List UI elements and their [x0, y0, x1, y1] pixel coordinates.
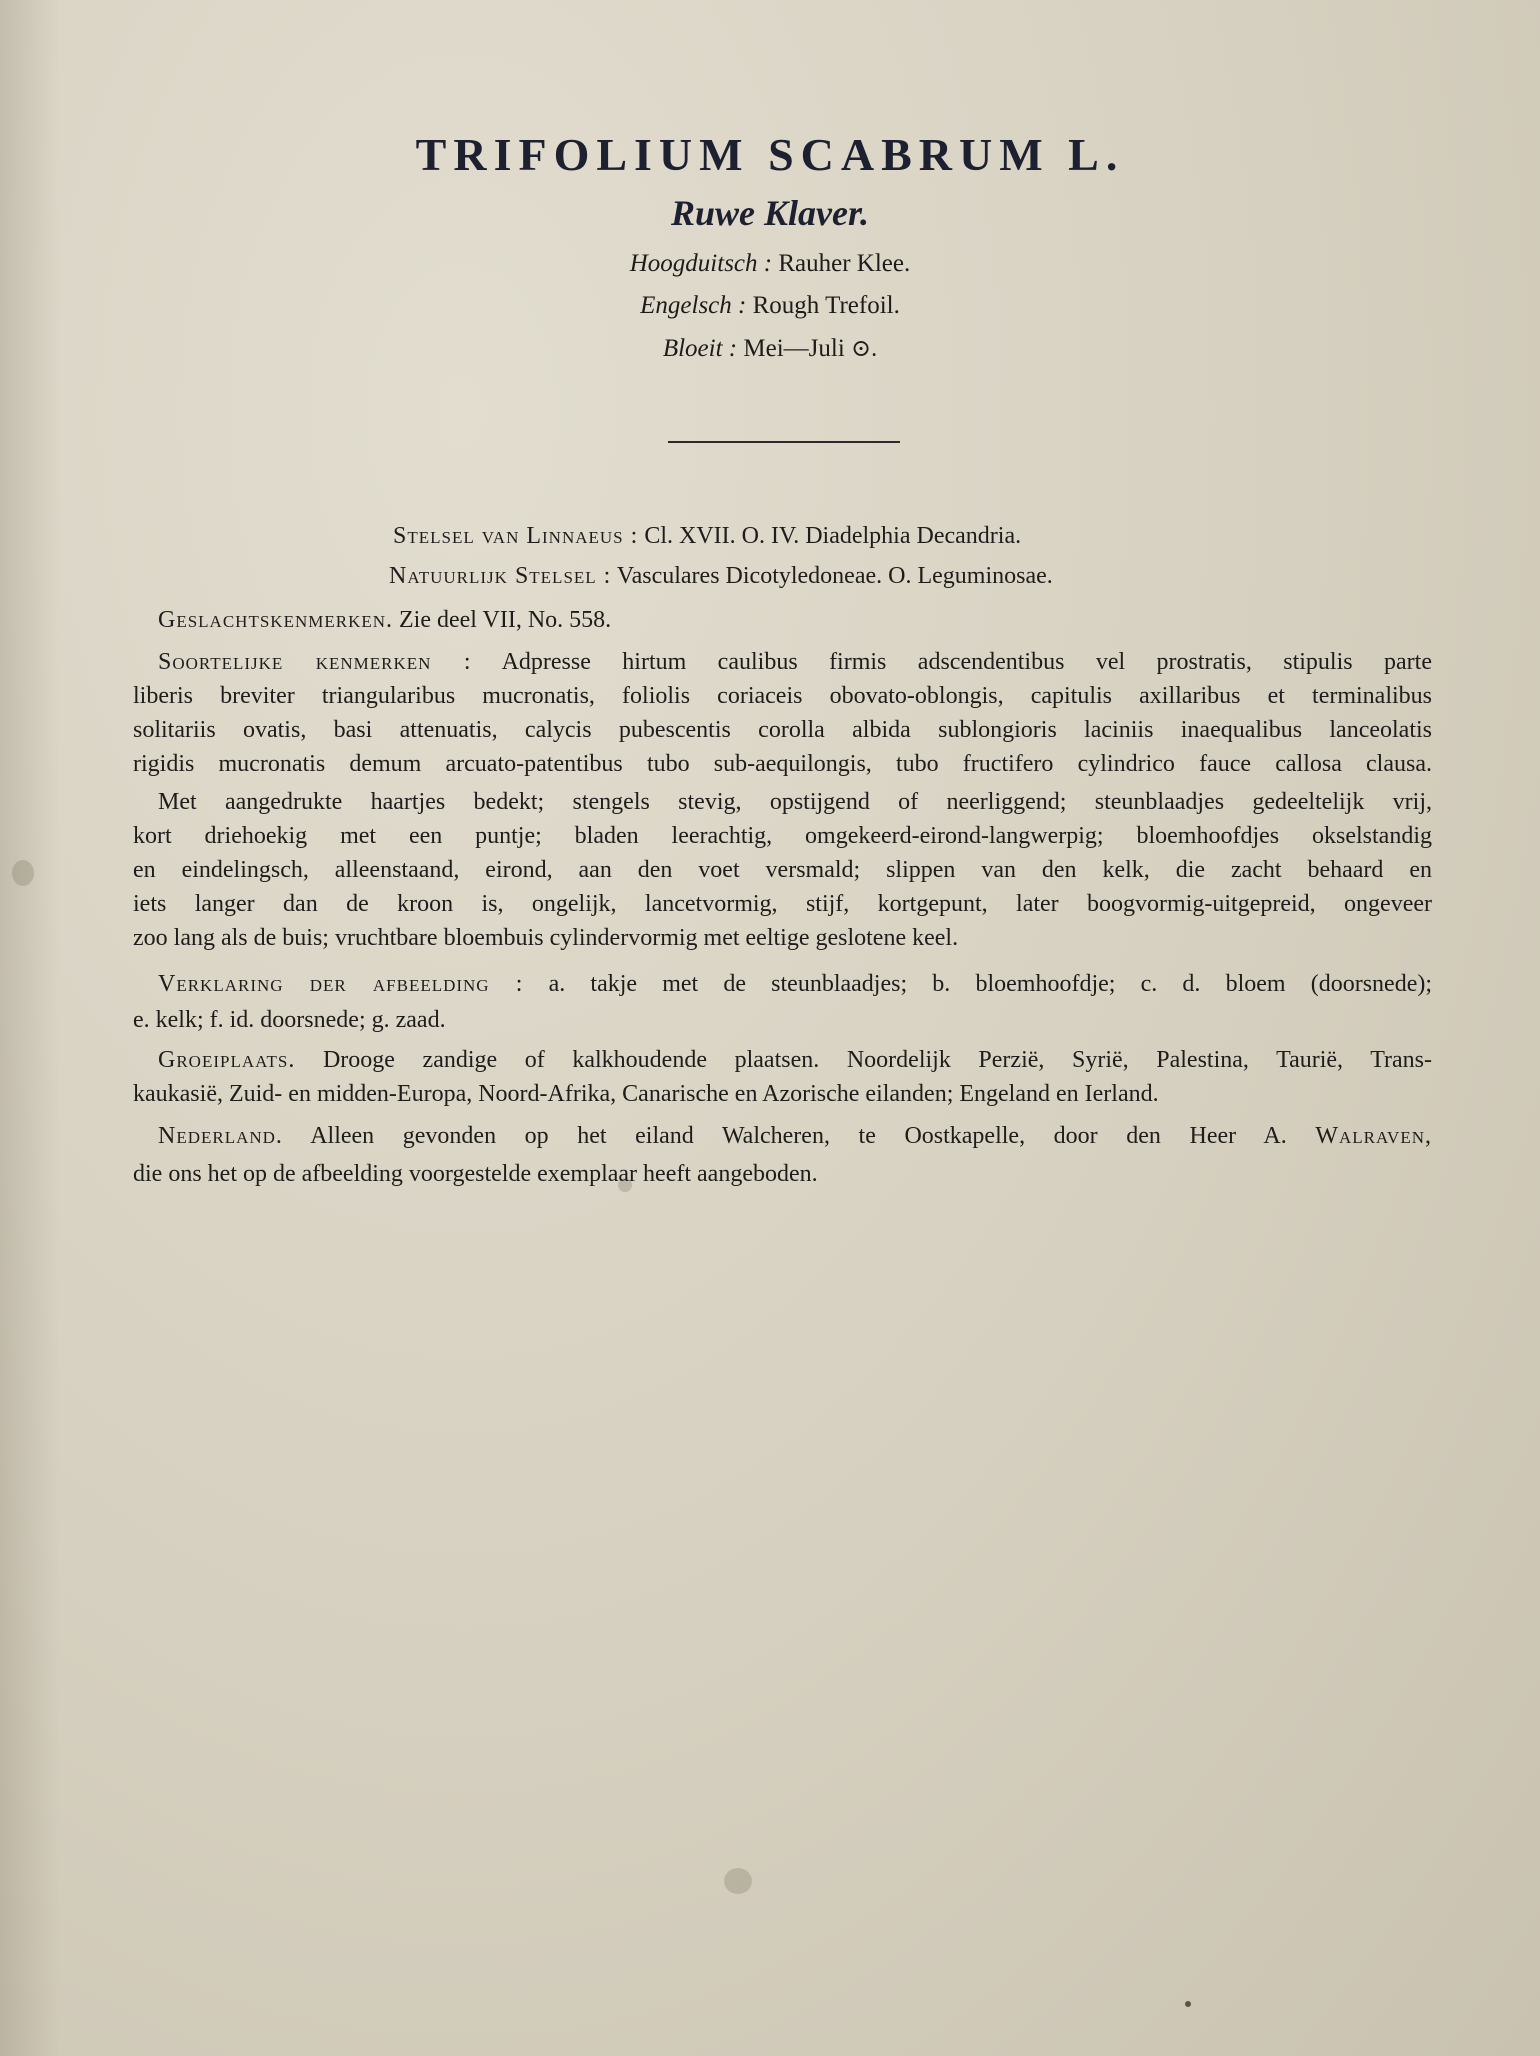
german-name-line	[0, 250, 1540, 278]
paper-stain	[724, 1868, 752, 1894]
species-latin-line	[158, 650, 1432, 674]
german-value: Rauher Klee.	[778, 250, 911, 277]
genus-label: Geslachtskenmerken.	[158, 607, 394, 633]
german-label: Hoogduitsch :	[629, 250, 773, 277]
linnaeus-value: Cl. XVII. O. IV. Diadelphia Decandria.	[644, 523, 1022, 549]
explanation-line	[158, 972, 1432, 996]
bloom-line	[0, 334, 1540, 363]
genus-value: Zie deel VII, No. 558.	[399, 607, 612, 633]
natural-label: Natuurlijk Stelsel :	[389, 563, 612, 589]
species-latin-label: Soortelijke kenmerken :	[158, 649, 472, 675]
species-latin-line: liberis breviter triangularibus mucronatis, foliolis coriaceis obovato-oblongis, capitulis axillaribus et terminalibus	[133, 683, 1432, 709]
common-name: Ruwe Klaver.	[670, 193, 870, 233]
annual-symbol-icon: ⊙.	[851, 336, 878, 362]
english-name-line	[0, 292, 1540, 320]
habitat-line: kaukasië, Zuid- en midden-Europa, Noord-Afrika, Canarische en Azorische eilanden; Engeland en Ierland.	[133, 1081, 1159, 1107]
english-label: Engelsch :	[640, 292, 747, 319]
habitat-label: Groeiplaats.	[158, 1047, 296, 1073]
species-dutch-line: kort driehoekig met een puntje; bladen leerachtig, omgekeerd-eirond-langwerpig; bloemhoofdjes okselstandig	[133, 823, 1432, 849]
divider-rule	[668, 441, 900, 443]
genus-line	[158, 608, 611, 632]
bloom-label: Bloeit :	[662, 335, 738, 362]
habitat-text: Drooge zandige of kalkhoudende plaatsen. Noordelijk Perzië, Syrië, Palestina, Taurië, Trans-	[322, 1047, 1432, 1073]
paper-stain	[1185, 2001, 1191, 2007]
explanation-text: a. takje met de steunblaadjes; b. bloemhoofdje; c. d. bloem (doorsnede);	[548, 971, 1433, 997]
species-latin-text: Adpresse hirtum caulibus firmis adscendentibus vel prostratis, stipulis parte	[501, 649, 1432, 675]
habitat-line	[158, 1048, 1432, 1072]
english-value: Rough Trefoil.	[752, 292, 900, 319]
bloom-value: Mei—Juli	[743, 335, 845, 362]
natural-value: Vasculares Dicotyledoneae. O. Leguminosae.	[616, 563, 1053, 589]
species-dutch-line: iets langer dan de kroon is, ongelijk, lancetvormig, stijf, kortgepunt, later boogvormig-uitgepreid, ongeveer	[133, 891, 1432, 917]
explanation-label: Verklaring der afbeelding :	[158, 971, 524, 997]
linnaeus-label: Stelsel van Linnaeus :	[393, 523, 639, 549]
paper-stain	[12, 860, 34, 886]
species-latin-line: rigidis mucronatis demum arcuato-patentibus tubo sub-aequilongis, tubo fructifero cylindrico fauce callosa clausa.	[133, 751, 1432, 777]
page-title: TRIFOLIUM SCABRUM L.	[415, 129, 1125, 180]
netherlands-text: Alleen gevonden op het eiland Walcheren, te Oostkapelle, door den Heer A.	[310, 1123, 1287, 1149]
linnaeus-system-line	[393, 524, 1021, 548]
netherlands-line: die ons het op de afbeelding voorgestelde exemplaar heeft aangeboden.	[133, 1161, 818, 1187]
species-dutch-line: en eindelingsch, alleenstaand, eirond, aan den voet versmald; slippen van den kelk, die zacht behaard en	[133, 857, 1432, 883]
species-dutch-line: Met aangedrukte haartjes bedekt; stengels stevig, opstijgend of neerliggend; steunblaadjes gedeeltelijk vrij,	[158, 789, 1432, 815]
netherlands-line	[158, 1124, 1432, 1148]
natural-system-line	[389, 564, 1053, 588]
netherlands-label: Nederland.	[158, 1123, 283, 1149]
explanation-line: e. kelk; f. id. doorsnede; g. zaad.	[133, 1007, 446, 1033]
species-dutch-line: zoo lang als de buis; vruchtbare bloembuis cylindervormig met eeltige geslotene keel.	[133, 925, 959, 951]
species-latin-line: solitariis ovatis, basi attenuatis, calycis pubescentis corolla albida sublongioris laciniis inaequalibus lanceolatis	[133, 717, 1432, 743]
collector-name: Walraven,	[1315, 1123, 1432, 1149]
